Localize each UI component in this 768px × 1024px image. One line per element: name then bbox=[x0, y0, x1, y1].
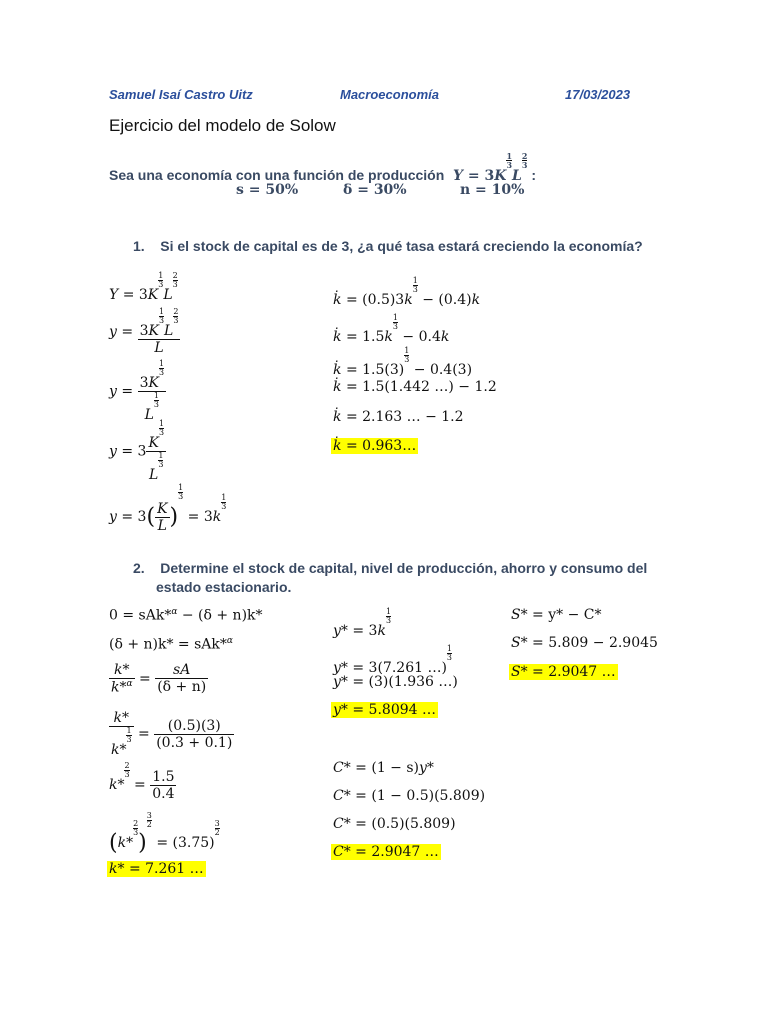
ss-4-den: (0.3 + 0.1) bbox=[156, 734, 233, 751]
intro-colon: : bbox=[531, 167, 536, 183]
eq-y-result: y* = 5.8094 … bbox=[333, 702, 436, 718]
ss-1-b: − (δ + n)k* bbox=[181, 607, 263, 624]
document-date: 17/03/2023 bbox=[565, 87, 631, 102]
eq-c-3: C* = (0.5)(5.809) bbox=[333, 816, 456, 832]
eq-s-2: S* = 5.809 − 2.9045 bbox=[511, 635, 658, 651]
param-delta: δ = 30% bbox=[343, 182, 407, 198]
eq-ss-1: 0 = sAk*$^\alpha$ − (δ + n)k* bbox=[109, 607, 263, 624]
eq-c-result: C* = 2.9047 … bbox=[333, 844, 439, 860]
ss-5-den: 0.4 bbox=[152, 785, 175, 802]
s-2: = 5.809 − 2.9045 bbox=[532, 635, 658, 651]
eq-y-3: y* = (3)(1.936 …) bbox=[333, 674, 458, 690]
eq-s-result: S* = 2.9047 … bbox=[511, 664, 616, 680]
subject-name: Macroeconomía bbox=[340, 87, 439, 102]
eq-ss-5: k* $\frac{2}{3}$ = $\frac{1.5}{0.4}$ bbox=[109, 761, 175, 802]
author-name: Samuel Isaí Castro Uitz bbox=[109, 87, 253, 102]
eq-ss-3: $\frac{k*}{k*^\alpha}$ = $\frac{sA}{(\delta + n)}$ bbox=[111, 662, 207, 696]
ss-3-num: sA bbox=[173, 662, 191, 679]
eq-y-2: y* = 3(7.261 …) $\frac{1}{3}$ bbox=[333, 644, 453, 676]
ss-1-a: 0 = sAk* bbox=[109, 607, 172, 624]
eq-ss-4: k* k* $\frac{1}{3}$ = $\frac{(0.5)(3)}{(0.3 + 0.1)}$ bbox=[111, 710, 233, 758]
ss-4-num: (0.5)(3) bbox=[167, 717, 221, 734]
production-function: Y = 3K $\frac{1}{3}$ L $\frac{2}{3}$ bbox=[453, 151, 528, 184]
y-2: = 3(7.261 …) bbox=[352, 660, 447, 676]
question-2-line-1: Determine el stock de capital, nivel de producción, ahorro y consumo del bbox=[160, 560, 648, 576]
param-n: n = 10% bbox=[460, 182, 525, 198]
kdot-2-a: = 1.5 bbox=[345, 329, 385, 345]
eq-kdot-1: k̇ = (0.5)3k $\frac{1}{3}$ − (0.4)k bbox=[333, 276, 481, 308]
eq-ss-6: (k* $\frac{2}{3}$ ) $\frac{3}{2}$ = (3.75) $\frac{3}{2}$ bbox=[109, 811, 220, 856]
kdot-4: = 1.5(1.442 …) − 1.2 bbox=[345, 379, 497, 395]
kdot-3-a: = 1.5(3) bbox=[345, 362, 405, 378]
y-result: = 5.8094 … bbox=[352, 702, 436, 718]
eq-c-1: C* = (1 − s)y* bbox=[333, 760, 434, 776]
page-title: Ejercicio del modelo de Solow bbox=[109, 116, 336, 135]
kdot-result: = 0.963… bbox=[345, 438, 417, 454]
eq-per-worker-1: y = 3K $\frac{1}{3}$ L $\frac{2}{3}$ L bbox=[109, 307, 179, 356]
s-1: = y* − C* bbox=[532, 607, 602, 623]
eq-kdot-2: k̇ = 1.5k $\frac{1}{3}$ − 0.4k bbox=[333, 313, 450, 345]
eq-y-1: y* = 3k $\frac{1}{3}$ bbox=[333, 607, 392, 639]
eq-per-worker-2: y = 3K $\frac{1}{3}$ L $\frac{1}{3}$ bbox=[109, 359, 165, 423]
eq-per-worker-4: y = 3( $\frac{K}{L}$ ) $\frac{1}{3}$ = 3k $\frac{1}{3}$ bbox=[109, 483, 227, 534]
c-result: = 2.9047 … bbox=[355, 844, 439, 860]
eq-per-worker-3: y = 3 K $\frac{1}{3}$ L $\frac{1}{3}$ bbox=[109, 419, 165, 483]
eq-kdot-result: k̇ = 0.963… bbox=[333, 438, 417, 454]
kdot-5: = 2.163 … − 1.2 bbox=[345, 409, 464, 425]
eq-kdot-5: k̇ = 2.163 … − 1.2 bbox=[333, 409, 464, 425]
y-3: = (3)(1.936 …) bbox=[352, 674, 458, 690]
eq-ss-result: k* = 7.261 … bbox=[109, 861, 204, 877]
eq-ss-2: (δ + n)k* = sAk*$^\alpha$ bbox=[109, 636, 233, 653]
c-2: = (1 − 0.5)(5.809) bbox=[355, 788, 486, 804]
question-1 bbox=[133, 238, 643, 254]
c-3: = (0.5)(5.809) bbox=[355, 816, 456, 832]
ss-3-den: (δ + n) bbox=[157, 679, 207, 696]
eq-kdot-3: k̇ = 1.5(3) $\frac{1}{3}$ − 0.4(3) bbox=[333, 346, 473, 378]
s-result: = 2.9047 … bbox=[532, 664, 616, 680]
param-s: s = 50% bbox=[236, 182, 299, 198]
ss-result: = 7.261 … bbox=[128, 861, 204, 877]
c-1: = (1 − s) bbox=[355, 760, 419, 776]
ss-5-num: 1.5 bbox=[152, 768, 175, 785]
question-1-text: Si el stock de capital es de 3, ¿a qué tasa estará creciendo la economía? bbox=[160, 238, 643, 254]
eq-c-2: C* = (1 − 0.5)(5.809) bbox=[333, 788, 486, 804]
question-2-line-2: estado estacionario. bbox=[156, 579, 292, 595]
intro-text bbox=[109, 152, 536, 184]
eq-kdot-4: k̇ = 1.5(1.442 …) − 1.2 bbox=[333, 379, 497, 395]
kdot-1-a: = (0.5)3 bbox=[345, 292, 405, 308]
eq-s-1: S* = y* − C* bbox=[511, 607, 602, 623]
question-1-number: 1. bbox=[133, 238, 145, 254]
question-2 bbox=[133, 560, 647, 576]
kdot-1-b: − (0.4) bbox=[422, 292, 472, 308]
eq-production-function: Y = 3K $\frac{1}{3}$ L $\frac{2}{3}$ bbox=[109, 271, 178, 303]
ss-6: = (3.75) bbox=[156, 835, 215, 851]
y-1: = 3 bbox=[352, 623, 378, 639]
intro-sentence: Sea una economía con una función de producción bbox=[109, 167, 445, 183]
kdot-3-b: − 0.4(3) bbox=[413, 362, 473, 378]
question-2-number: 2. bbox=[133, 560, 145, 576]
kdot-2-b: − 0.4 bbox=[402, 329, 441, 345]
ss-2: (δ + n)k* = sAk* bbox=[109, 636, 227, 653]
